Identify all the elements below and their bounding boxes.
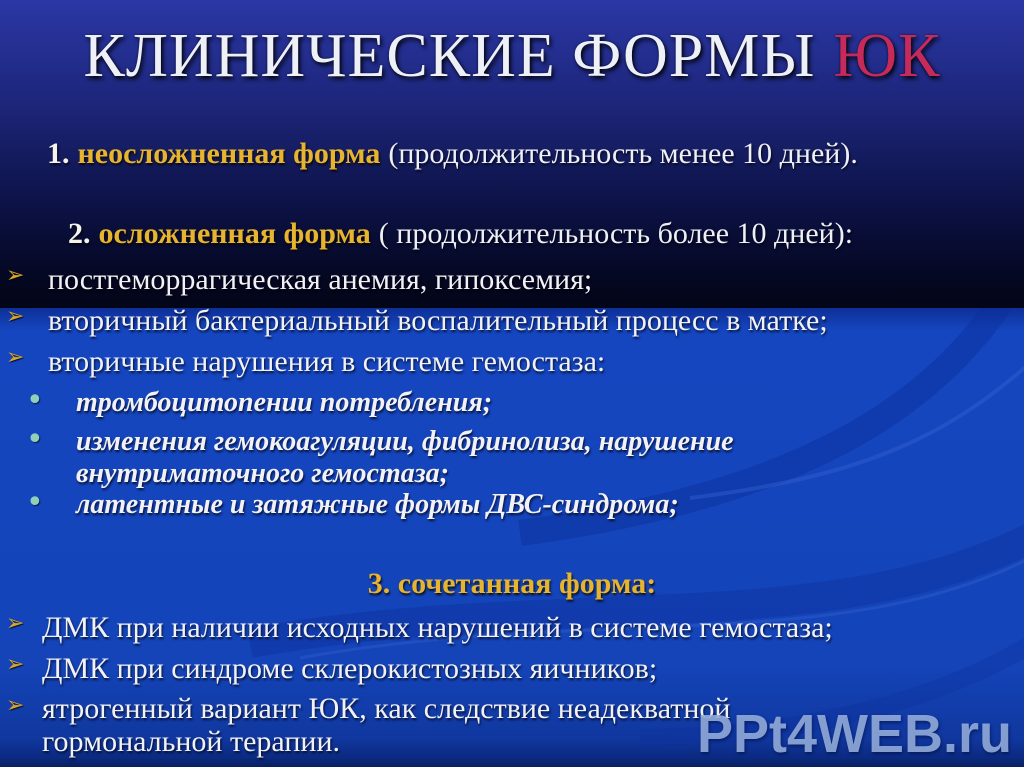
slide-title-accent: ЮК	[833, 22, 941, 90]
slide-title	[0, 22, 1024, 90]
bullet-text: ДМК при синдроме склерокистозных яичников;	[42, 652, 658, 685]
form-2-bullet-1	[0, 262, 1024, 298]
arrow-bullet-icon: ➢	[6, 345, 25, 370]
form-2-number: 2.	[68, 217, 91, 250]
bullet-text: ДМК при наличии исходных нарушений в системе гемостаза;	[42, 611, 833, 644]
hemostasis-sub-bullet-3	[0, 485, 1024, 521]
form-3-bullet-2	[0, 651, 1024, 687]
form-1-line	[0, 136, 1024, 172]
arrow-bullet-icon: ➢	[6, 693, 25, 718]
sub-bullet-text: тромбоцитопении потребления;	[76, 387, 493, 418]
bullet-text: ятрогенный вариант ЮК, как следствие неадекватной гормональной терапии.	[42, 692, 731, 758]
form-2-name: осложненная форма	[98, 217, 371, 250]
form-2-bullet-3	[0, 344, 1024, 380]
form-3-bullet-1	[0, 610, 1024, 646]
hemostasis-sub-bullet-2	[0, 422, 1024, 490]
sub-bullet-text: латентные и затяжные формы ДВС-синдрома;	[76, 489, 679, 520]
arrow-bullet-icon: ➢	[6, 263, 25, 288]
slide-title-main: КЛИНИЧЕСКИЕ ФОРМЫ	[83, 22, 816, 90]
hemostasis-sub-bullet-1	[0, 383, 1024, 419]
form-1-number: 1.	[47, 137, 70, 170]
form-3-heading: 3. сочетанная форма:	[367, 567, 657, 600]
form-1-detail: (продолжительность менее 10 дней).	[388, 137, 858, 170]
arrow-bullet-icon: ➢	[6, 611, 25, 636]
bullet-text: постгеморрагическая анемия, гипоксемия;	[48, 263, 593, 296]
dot-bullet-icon: •	[26, 422, 44, 457]
dot-bullet-icon: •	[26, 383, 44, 418]
form-2-bullet-2	[0, 303, 1024, 339]
watermark: PPt4WEB.ru	[696, 704, 1012, 764]
form-2-line	[0, 216, 1024, 252]
dot-bullet-icon: •	[26, 485, 44, 520]
bullet-text: вторичные нарушения в системе гемостаза:	[48, 345, 606, 378]
form-1-name: неосложненная форма	[77, 137, 381, 170]
bullet-text: вторичный бактериальный воспалительный процесс в матке;	[48, 304, 828, 337]
form-2-detail: ( продолжительность более 10 дней):	[378, 217, 854, 250]
arrow-bullet-icon: ➢	[6, 652, 25, 677]
arrow-bullet-icon: ➢	[6, 304, 25, 329]
sub-bullet-text: изменения гемокоагуляции, фибринолиза, нарушение внутриматочного гемостаза;	[76, 426, 734, 489]
